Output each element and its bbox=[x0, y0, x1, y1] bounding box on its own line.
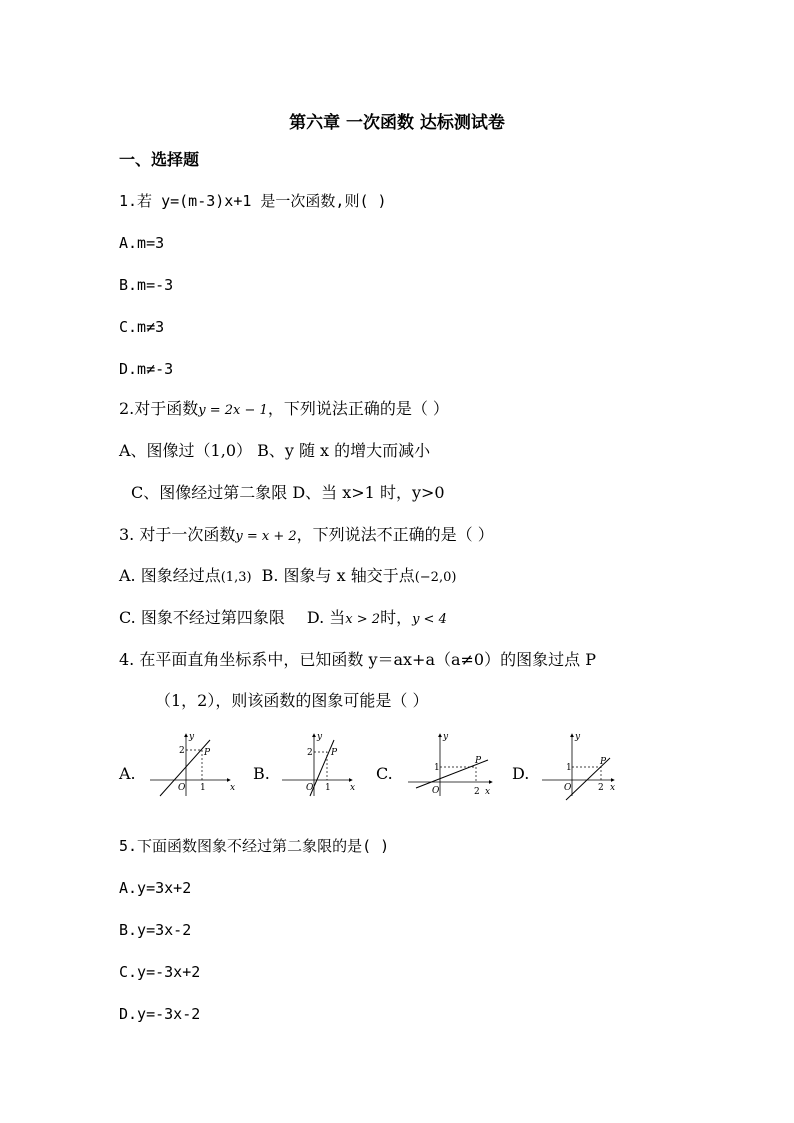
question-1-option-b: B.m=-3 bbox=[119, 276, 174, 294]
question-4-option-d-label: D. bbox=[512, 764, 530, 783]
graph-c-y-tick: 1 bbox=[434, 763, 440, 773]
graph-c-point-p: P bbox=[475, 756, 482, 766]
graph-a-origin: O bbox=[178, 783, 186, 793]
question-2-stem bbox=[119, 399, 449, 421]
question-5-option-a: A.y=3x+2 bbox=[119, 879, 192, 897]
question-4-graph-c bbox=[406, 730, 496, 800]
question-4-option-c-label: C. bbox=[376, 764, 393, 783]
question-3-stem bbox=[119, 525, 494, 547]
question-1-stem: 1.若 y=(m-3)x+1 是一次函数,则( ) bbox=[119, 192, 387, 210]
page-title: 第六章 一次函数 达标测试卷 bbox=[289, 113, 505, 133]
graph-b-y-label: y bbox=[317, 732, 323, 742]
question-4-graph-a bbox=[148, 730, 238, 800]
question-5-option-b: B.y=3x-2 bbox=[119, 921, 192, 939]
graph-a-x-label: x bbox=[230, 783, 236, 793]
question-3-options-cd bbox=[119, 608, 447, 630]
question-4-stem-line-2: （1，2），则该函数的图象可能是（ ） bbox=[155, 691, 429, 710]
question-1-option-c: C.m≠3 bbox=[119, 318, 165, 336]
question-2-options-line-1: A、图像过（1,0） B、y 随 x 的增大而减小 bbox=[119, 441, 431, 460]
question-4-graph-b bbox=[280, 730, 360, 800]
question-5-option-c: C.y=-3x+2 bbox=[119, 963, 201, 981]
question-4-option-a-label: A. bbox=[119, 764, 136, 783]
question-4-option-b-label: B. bbox=[253, 764, 270, 783]
question-2-formula: y = 2x − 1 bbox=[198, 403, 268, 418]
question-3-option-b-point: (−2,0) bbox=[414, 570, 457, 585]
section-heading: 一、选择题 bbox=[119, 150, 200, 169]
question-3-option-b-text: B. 图象与 x 轴交于点 bbox=[261, 566, 415, 585]
question-5-option-d: D.y=-3x-2 bbox=[119, 1005, 201, 1023]
question-3-formula: y = x + 2 bbox=[235, 529, 297, 544]
graph-d-x-label: x bbox=[610, 783, 616, 793]
question-3-option-d-text-2: 时， bbox=[380, 608, 413, 627]
question-3-option-d-condition: x > 2 bbox=[345, 612, 381, 627]
question-3-option-d-result: y < 4 bbox=[412, 612, 447, 627]
question-1-option-d: D.m≠-3 bbox=[119, 360, 174, 378]
graph-a-point-p: P bbox=[204, 748, 211, 758]
graph-a-y-tick: 2 bbox=[179, 746, 185, 756]
question-4-graph-d bbox=[540, 730, 620, 800]
question-2-stem-suffix: ，下列说法正确的是（ ） bbox=[267, 399, 449, 418]
question-3-option-c: C. 图象不经过第四象限 bbox=[119, 608, 285, 627]
graph-b-y-tick: 2 bbox=[307, 748, 313, 758]
question-2-options-line-2: C、图像经过第二象限 D、当 x>1 时，y>0 bbox=[131, 483, 445, 502]
graph-b-origin: O bbox=[306, 783, 314, 793]
graph-c-y-label: y bbox=[443, 732, 449, 742]
question-3-option-d-text: D. 当 bbox=[306, 608, 346, 627]
question-2-stem-prefix: 2.对于函数 bbox=[119, 399, 199, 418]
graph-d-y-label: y bbox=[575, 732, 581, 742]
question-4-stem: 4. 在平面直角坐标系中，已知函数 y＝ax+a（a≠0）的图象过点 P bbox=[119, 650, 596, 669]
graph-d-y-tick: 1 bbox=[566, 763, 572, 773]
graph-c-x-label: x bbox=[485, 787, 491, 797]
graph-c-x-tick: 2 bbox=[474, 787, 480, 797]
graph-a-x-tick: 1 bbox=[200, 783, 206, 793]
graph-a-y-label: y bbox=[189, 732, 195, 742]
graph-d-x-tick: 2 bbox=[598, 783, 604, 793]
question-3-stem-prefix: 3. 对于一次函数 bbox=[119, 525, 236, 544]
graph-b-x-tick: 1 bbox=[325, 783, 331, 793]
question-5-stem: 5.下面函数图象不经过第二象限的是( ) bbox=[119, 837, 390, 855]
graph-d-origin: O bbox=[564, 783, 572, 793]
question-3-stem-suffix: ，下列说法不正确的是（ ） bbox=[296, 525, 494, 544]
graph-b-x-label: x bbox=[350, 783, 356, 793]
graph-d-point-p: P bbox=[600, 757, 607, 767]
question-3-option-a-text: A. 图象经过点 bbox=[119, 566, 221, 585]
question-1-option-a: A.m=3 bbox=[119, 234, 165, 252]
question-3-option-a-point: (1,3) bbox=[220, 570, 252, 585]
graph-b-point-p: P bbox=[331, 748, 338, 758]
question-3-options-ab bbox=[119, 566, 456, 588]
graph-c-origin: O bbox=[432, 786, 440, 796]
